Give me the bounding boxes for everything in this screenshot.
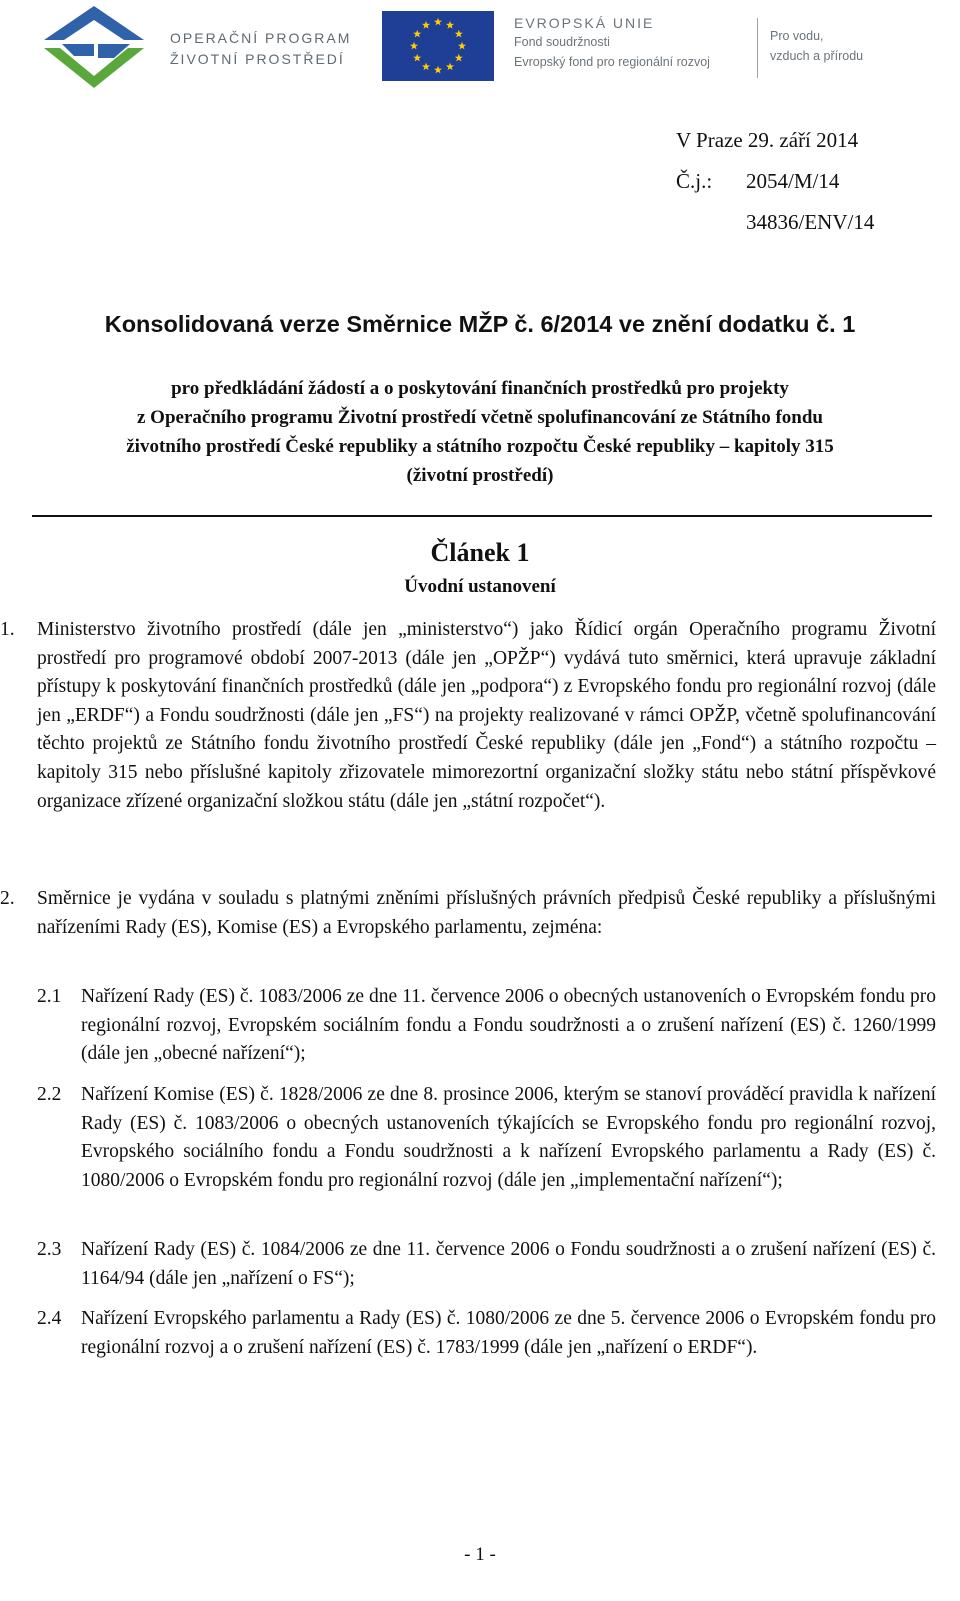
subparagraph-2-3 xyxy=(37,1236,936,1293)
paragraph-text: Ministerstvo životního prostředí (dále jen „ministerstvo“) jako Řídicí orgán Operačního programu Životní prostředí pro programové období 2007-2013 (dále jen „OPŽP“) vydává tuto směrnici, která upravuje základní přístupy k poskytování finančních prostředků (dále jen „podpora“) z Evropského fondu pro regionální rozvoj (dále jen „ERDF“) a Fondu soudržnosti (dále jen „FS“) na projekty realizované v rámci OPŽP, včetně spolufinancování těchto projektů ze Státního fondu životního prostředí České republiky (dále jen „Fond“) a státního rozpočtu – kapitoly 315 nebo příslušné kapitoly zřizovatele mimorezortní organizační složky státu nebo státní příspěvkové organizace zřízené organizační složkou státu (dále jen „státní rozpočet“). xyxy=(37,619,936,812)
eu-fund-cohesion: Fond soudržnosti xyxy=(514,35,610,49)
document-subtitle xyxy=(0,374,960,490)
subparagraph-number: 2.4 xyxy=(37,1308,62,1329)
subparagraph-number: 2.2 xyxy=(37,1084,62,1105)
subparagraph-text: Nařízení Komise (ES) č. 1828/2006 ze dne 8. prosince 2006, kterým se stanoví prováděcí pravidla k nařízení Rady (ES) č. 1083/2006 o obecných ustanoveních týkajících se Evropského fondu pro regionální rozvoj, Evropského sociálního fondu a Fondu soudržnosti a k nařízení Evropského parlamentu a Rady (ES) č. 1080/2006 o Evropském fondu pro regionální rozvoj (dále jen „implementační nařízení“); xyxy=(81,1084,936,1191)
page-number: - 1 - xyxy=(464,1544,496,1565)
reference-number-line xyxy=(676,161,874,202)
paragraph-2 xyxy=(0,885,936,942)
reference-number-1: 2054/M/14 xyxy=(746,169,840,193)
article-heading: Článek 1 xyxy=(430,538,530,567)
horizontal-rule xyxy=(32,515,932,517)
subparagraph-2-1 xyxy=(37,983,936,1069)
eu-title: EVROPSKÁ UNIE xyxy=(514,15,655,31)
subtitle-line-1: pro předkládání žádostí a o poskytování finančních prostředků pro projekty xyxy=(171,378,789,399)
subparagraph-2-4 xyxy=(37,1305,936,1362)
paragraph-text: Směrnice je vydána v souladu s platnými zněními příslušných právních předpisů České republiky a příslušnými nařízeními Rady (ES), Komise (ES) a Evropského parlamentu, zejména: xyxy=(37,888,936,938)
opzp-line-2: ŽIVOTNÍ PROSTŘEDÍ xyxy=(170,51,345,67)
subparagraph-number: 2.1 xyxy=(37,986,62,1007)
subparagraph-number: 2.3 xyxy=(37,1239,62,1260)
paragraph-number: 1. xyxy=(0,619,15,640)
header-divider xyxy=(757,18,758,78)
reference-number-2: 34836/ENV/14 xyxy=(746,210,875,234)
subparagraph-text: Nařízení Rady (ES) č. 1084/2006 ze dne 11. července 2006 o Fondu soudržnosti a o zrušení nařízení (ES) č. 1164/94 (dále jen „nařízení o FS“); xyxy=(81,1239,936,1289)
eu-fund-regional: Evropský fond pro regionální rozvoj xyxy=(514,55,710,69)
eu-flag-icon xyxy=(382,11,494,81)
slogan-line-1: Pro vodu, xyxy=(770,29,824,43)
subtitle-line-2: z Operačního programu Životní prostředí včetně spolufinancování ze Státního fondu xyxy=(137,407,823,428)
paragraph-1 xyxy=(0,616,936,816)
header xyxy=(0,0,960,100)
eu-logo-text xyxy=(514,14,710,72)
subparagraph-text: Nařízení Rady (ES) č. 1083/2006 ze dne 11. července 2006 o obecných ustanoveních o Evropském fondu pro regionální rozvoj, Evropském sociálním fondu a Fondu soudržnosti a o zrušení nařízení (ES) č. 1260/1999 (dále jen „obecné nařízení“); xyxy=(81,986,936,1065)
article-subheading: Úvodní ustanovení xyxy=(404,576,556,597)
reference-label: Č.j.: xyxy=(676,169,713,193)
slogan xyxy=(770,26,863,66)
document-title: Konsolidovaná verze Směrnice MŽP č. 6/2014 ve znění dodatku č. 1 xyxy=(104,311,856,337)
subtitle-line-4: (životní prostředí) xyxy=(406,465,554,486)
reference-block xyxy=(676,120,874,243)
opzp-line-1: OPERAČNÍ PROGRAM xyxy=(170,30,352,46)
opzp-logo-icon xyxy=(38,4,150,90)
opzp-logo-text xyxy=(170,28,351,70)
subparagraph-2-2 xyxy=(37,1081,936,1195)
date-line: V Praze 29. září 2014 xyxy=(676,128,859,152)
subtitle-line-3: životního prostředí České republiky a státního rozpočtu České republiky – kapitoly 315 xyxy=(126,436,834,457)
subparagraph-text: Nařízení Evropského parlamentu a Rady (ES) č. 1080/2006 ze dne 5. července 2006 o Evropském fondu pro regionální rozvoj a o zrušení nařízení (ES) č. 1783/1999 (dále jen „nařízení o ERDF“). xyxy=(81,1308,936,1358)
slogan-line-2: vzduch a přírodu xyxy=(770,49,864,63)
reference-number-line-2 xyxy=(676,202,874,243)
paragraph-number: 2. xyxy=(0,888,15,909)
